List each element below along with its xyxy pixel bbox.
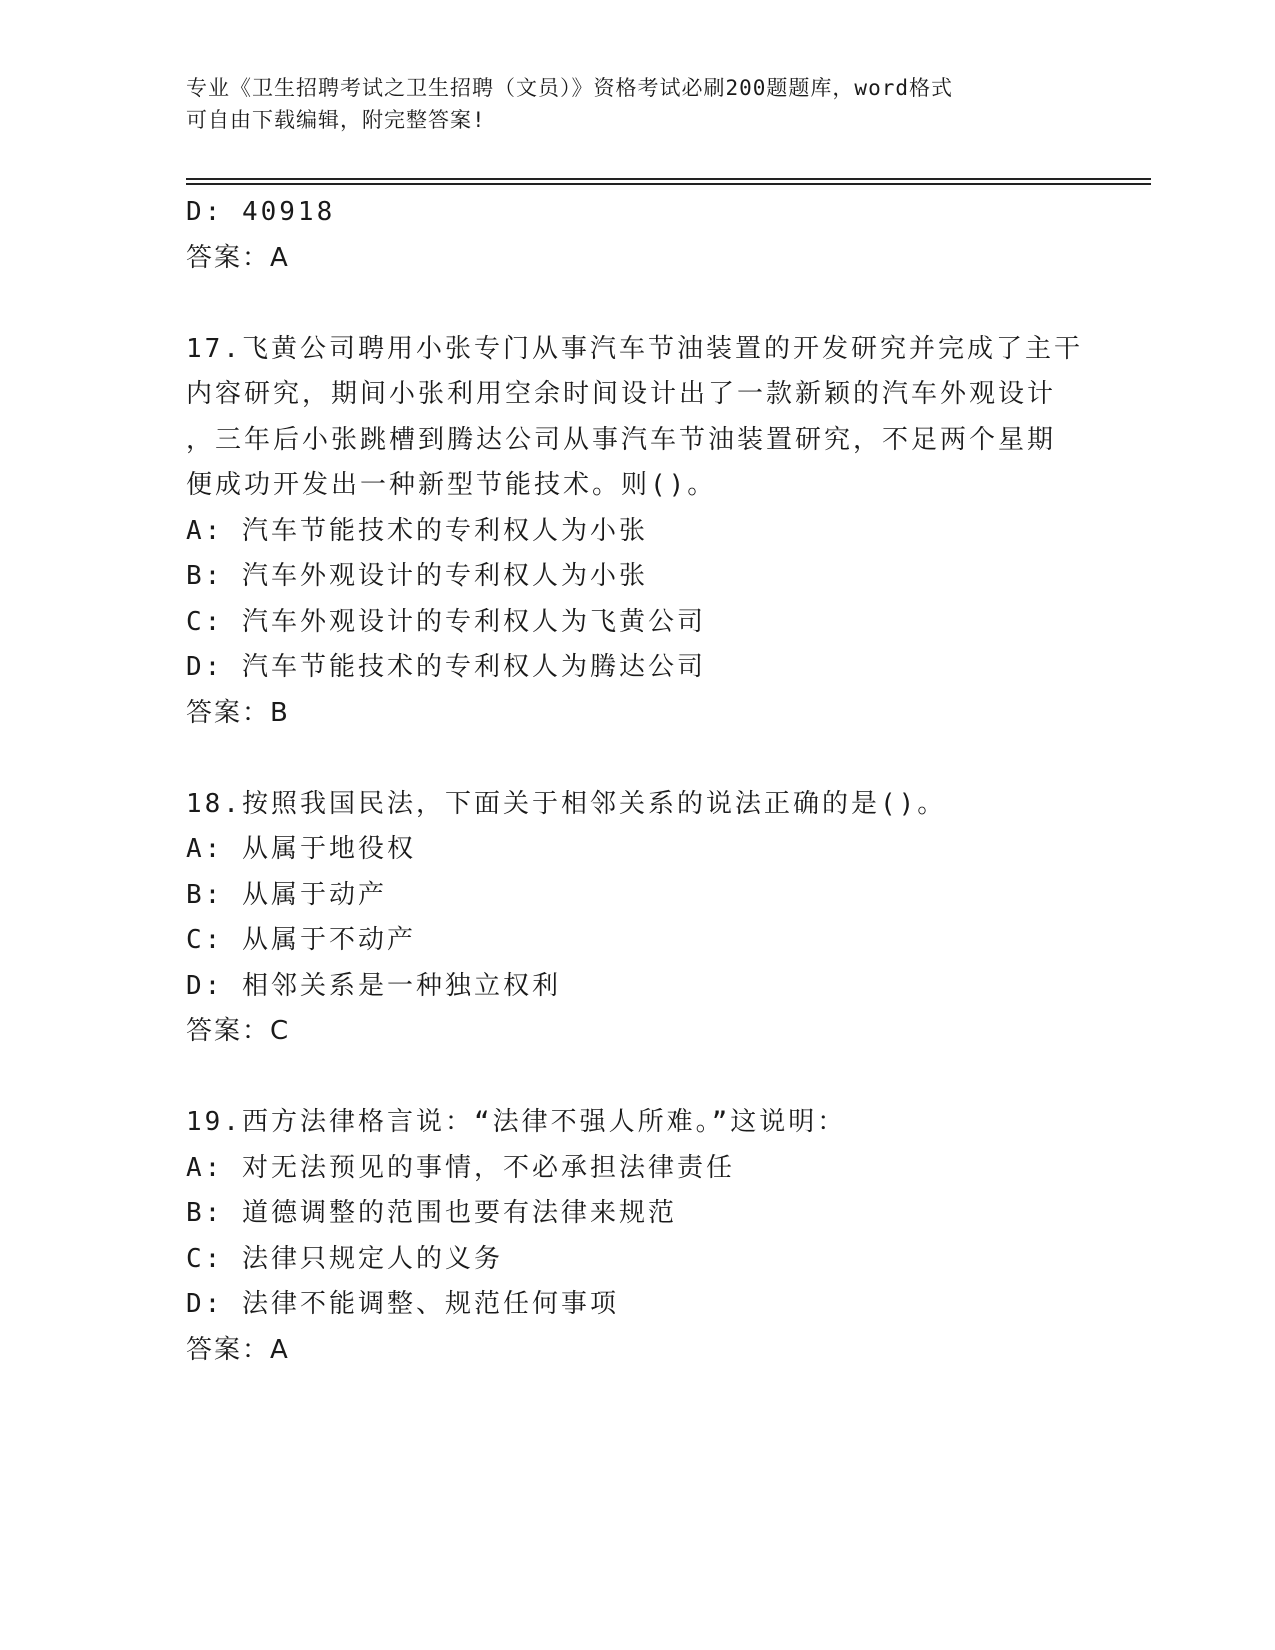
option-d: D: 法律不能调整、规范任何事项 xyxy=(186,1289,619,1319)
question-text-line: ，三年后小张跳槽到腾达公司从事汽车节油装置研究，不足两个星期 xyxy=(186,424,1057,455)
question-text-line: 内容研究，期间小张利用空余时间设计出了一款新颖的汽车外观设计 xyxy=(186,379,1057,409)
spacer xyxy=(186,1055,1086,1101)
option-c: C: 从属于不动产 xyxy=(186,925,416,955)
option-a: A: 从属于地役权 xyxy=(186,834,416,864)
option-d: D: 相邻关系是一种独立权利 xyxy=(186,970,561,1001)
question-19 xyxy=(186,1100,1086,1373)
question-text-line: 18.按照我国民法，下面关于相邻关系的说法正确的是()。 xyxy=(186,788,947,819)
option-c: C: 法律只规定人的义务 xyxy=(186,1243,503,1274)
document-header xyxy=(186,72,1066,136)
question-text-line: 便成功开发出一种新型节能技术。则()。 xyxy=(186,470,717,500)
spacer xyxy=(186,281,1086,327)
option-d: D: 汽车节能技术的专利权人为腾达公司 xyxy=(186,652,706,682)
answer: 答案：A xyxy=(186,1334,290,1365)
option-a: A: 对无法预见的事情，不必承担法律责任 xyxy=(186,1152,735,1183)
option-d: D: 40918 xyxy=(186,197,336,227)
option-b: B: 道德调整的范围也要有法律来规范 xyxy=(186,1198,677,1228)
option-a: A: 汽车节能技术的专利权人为小张 xyxy=(186,515,648,546)
header-title-line-2: 可自由下载编辑，附完整答案! xyxy=(186,108,486,132)
question-16-tail xyxy=(186,190,1086,281)
question-text-line: 19.西方法律格言说：“法律不强人所难。”这说明： xyxy=(186,1107,847,1137)
question-list xyxy=(186,190,1086,1373)
option-c: C: 汽车外观设计的专利权人为飞黄公司 xyxy=(186,606,706,637)
question-18 xyxy=(186,782,1086,1055)
option-b: B: 从属于动产 xyxy=(186,879,387,910)
header-title-line-1: 专业《卫生招聘考试之卫生招聘（文员）》资格考试必刷200题题库，word格式 xyxy=(186,76,953,100)
question-17 xyxy=(186,327,1086,737)
spacer xyxy=(186,736,1086,782)
header-divider-top xyxy=(186,178,1151,180)
answer: 答案：C xyxy=(186,1016,291,1046)
question-text-line: 17.飞黄公司聘用小张专门从事汽车节油装置的开发研究并完成了主干 xyxy=(186,333,1083,364)
header-divider-bottom xyxy=(186,183,1151,185)
answer: 答案：B xyxy=(186,697,290,728)
option-b: B: 汽车外观设计的专利权人为小张 xyxy=(186,561,648,591)
answer: 答案：A xyxy=(186,242,290,273)
